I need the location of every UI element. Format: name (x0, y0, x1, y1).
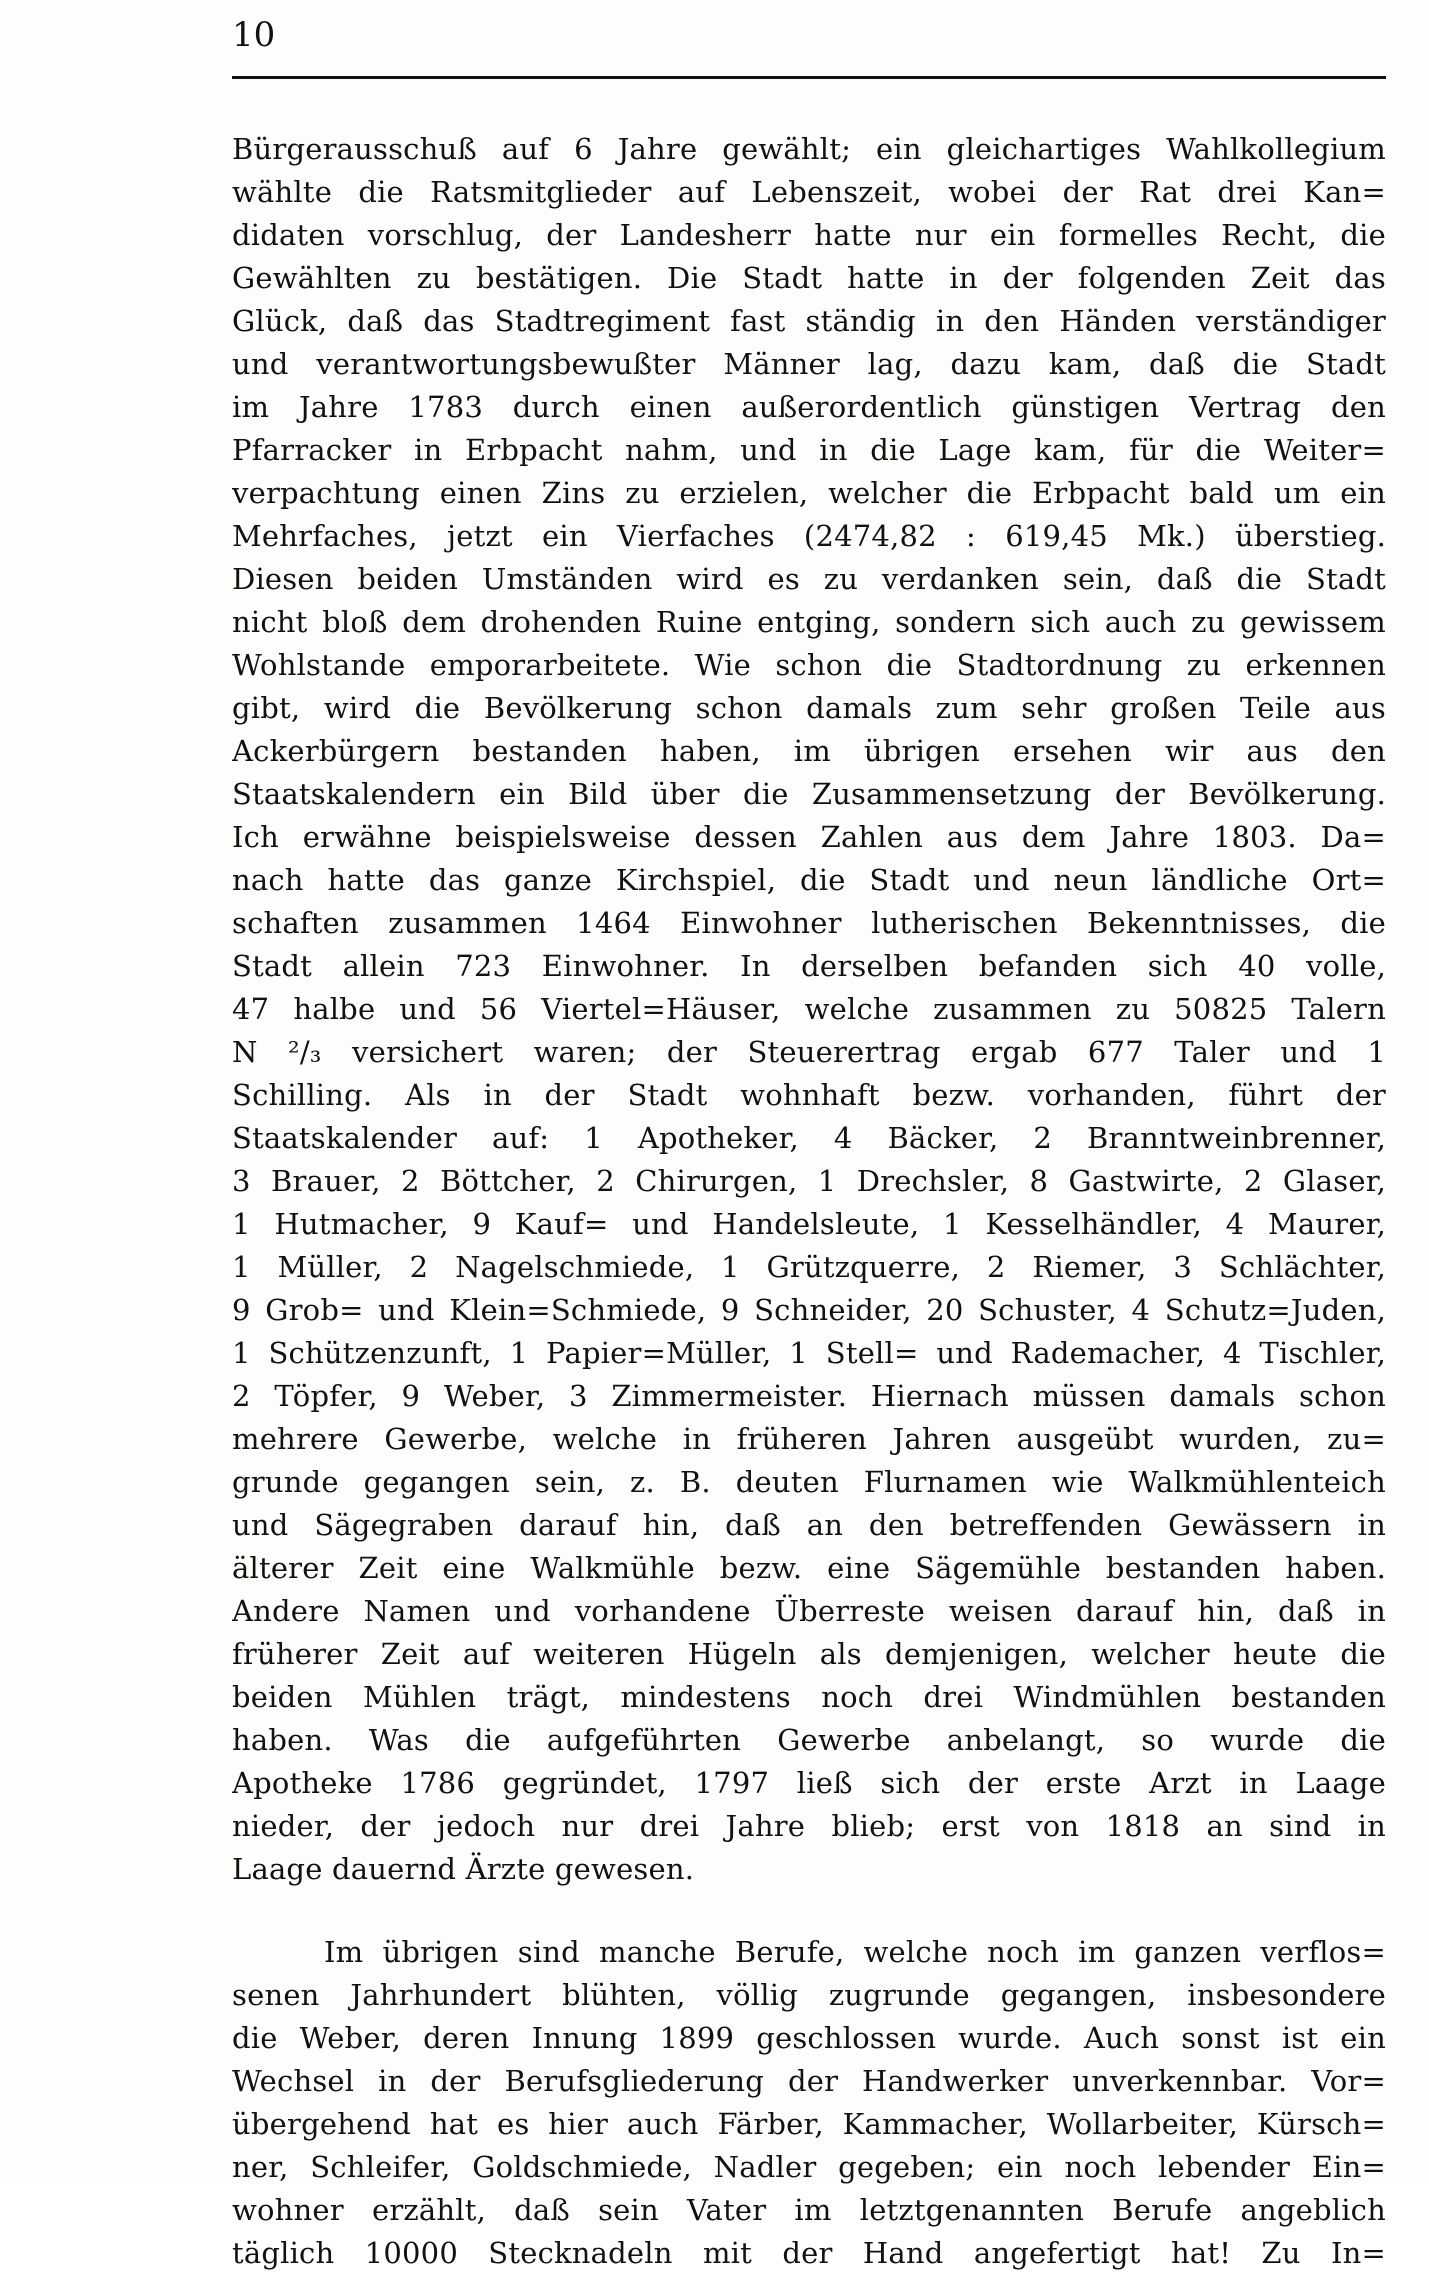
text-line: mehrere Gewerbe, welche in früheren Jahren ausgeübt wurden, zu= (232, 1422, 1386, 1456)
text-line: 9 Grob= und Klein=Schmiede, 9 Schneider, 20 Schuster, 4 Schutz=Juden, (232, 1293, 1386, 1327)
text-line: Gewählten zu bestätigen. Die Stadt hatte in der folgenden Zeit das (232, 261, 1386, 295)
body-text (232, 128, 1386, 2275)
text-line: früherer Zeit auf weiteren Hügeln als demjenigen, welcher heute die (232, 1637, 1386, 1671)
text-line: Wechsel in der Berufsgliederung der Handwerker unverkennbar. Vor= (232, 2064, 1386, 2098)
text-line: Laage dauernd Ärzte gewesen. (232, 1852, 695, 1886)
paragraph-gap (232, 1891, 1386, 1931)
text-line: Apotheke 1786 gegründet, 1797 ließ sich der erste Arzt in Laage (232, 1766, 1386, 1800)
text-line: im Jahre 1783 durch einen außerordentlich günstigen Vertrag den (232, 390, 1386, 424)
text-line: didaten vorschlug, der Landesherr hatte nur ein formelles Recht, die (232, 218, 1386, 252)
text-line: übergehend hat es hier auch Färber, Kammacher, Wollarbeiter, Kürsch= (232, 2107, 1386, 2141)
text-line: N ²/₃ versichert waren; der Steuerertrag ergab 677 Taler und 1 (232, 1035, 1386, 1069)
paragraph-2 (232, 1931, 1386, 2275)
text-line: beiden Mühlen trägt, mindestens noch drei Windmühlen bestanden (232, 1680, 1386, 1714)
text-line: haben. Was die aufgeführten Gewerbe anbelangt, so wurde die (232, 1723, 1386, 1757)
text-line: gibt, wird die Bevölkerung schon damals zum sehr großen Teile aus (232, 691, 1386, 725)
text-line: Diesen beiden Umständen wird es zu verdanken sein, daß die Stadt (232, 562, 1386, 596)
text-line: Andere Namen und vorhandene Überreste weisen darauf hin, daß in (232, 1594, 1386, 1628)
text-line: die Weber, deren Innung 1899 geschlossen wurde. Auch sonst ist ein (232, 2021, 1386, 2055)
text-line: und Sägegraben darauf hin, daß an den betreffenden Gewässern in (232, 1508, 1386, 1542)
text-line: nieder, der jedoch nur drei Jahre blieb; erst von 1818 an sind in (232, 1809, 1386, 1843)
text-line: Staatskalendern ein Bild über die Zusammensetzung der Bevölkerung. (232, 777, 1386, 811)
text-line: 3 Brauer, 2 Böttcher, 2 Chirurgen, 1 Drechsler, 8 Gastwirte, 2 Glaser, (232, 1164, 1386, 1198)
text-line: 47 halbe und 56 Viertel=Häuser, welche zusammen zu 50825 Talern (232, 992, 1386, 1026)
text-line: 1 Müller, 2 Nagelschmiede, 1 Grützquerre, 2 Riemer, 3 Schlächter, (232, 1250, 1386, 1284)
text-line: und verantwortungsbewußter Männer lag, dazu kam, daß die Stadt (232, 347, 1386, 381)
text-line: täglich 10000 Stecknadeln mit der Hand angefertigt hat! Zu In= (232, 2236, 1386, 2270)
text-line: Pfarracker in Erbpacht nahm, und in die Lage kam, für die Weiter= (232, 433, 1386, 467)
text-line: ner, Schleifer, Goldschmiede, Nadler gegeben; ein noch lebender Ein= (232, 2150, 1386, 2184)
text-line: Bürgerausschuß auf 6 Jahre gewählt; ein gleichartiges Wahlkollegium (232, 132, 1386, 166)
header-rule (232, 76, 1386, 79)
text-line: Staatskalender auf: 1 Apotheker, 4 Bäcker, 2 Branntweinbrenner, (232, 1121, 1386, 1155)
text-line: wohner erzählt, daß sein Vater im letztgenannten Berufe angeblich (232, 2193, 1386, 2227)
text-line: Wohlstande emporarbeitete. Wie schon die Stadtordnung zu erkennen (232, 648, 1386, 682)
text-line: 1 Schützenzunft, 1 Papier=Müller, 1 Stell= und Rademacher, 4 Tischler, (232, 1336, 1386, 1370)
text-line: älterer Zeit eine Walkmühle bezw. eine Sägemühle bestanden haben. (232, 1551, 1386, 1585)
paragraph-1 (232, 128, 1386, 1891)
text-line: grunde gegangen sein, z. B. deuten Flurnamen wie Walkmühlenteich (232, 1465, 1386, 1499)
text-line: nicht bloß dem drohenden Ruine entging, sondern sich auch zu gewissem (232, 605, 1386, 639)
page-number: 10 (232, 15, 276, 55)
text-line: wählte die Ratsmitglieder auf Lebenszeit, wobei der Rat drei Kan= (232, 175, 1386, 209)
text-line: Im übrigen sind manche Berufe, welche noch im ganzen verflos= (324, 1935, 1386, 1969)
text-line: Stadt allein 723 Einwohner. In derselben befanden sich 40 volle, (232, 949, 1386, 983)
text-line: senen Jahrhundert blühten, völlig zugrunde gegangen, insbesondere (232, 1978, 1386, 2012)
text-line: 2 Töpfer, 9 Weber, 3 Zimmermeister. Hiernach müssen damals schon (232, 1379, 1386, 1413)
text-line: Glück, daß das Stadtregiment fast ständig in den Händen verständiger (232, 304, 1386, 338)
text-line: 1 Hutmacher, 9 Kauf= und Handelsleute, 1 Kesselhändler, 4 Maurer, (232, 1207, 1386, 1241)
text-line: Ackerbürgern bestanden haben, im übrigen ersehen wir aus den (232, 734, 1386, 768)
text-line: nach hatte das ganze Kirchspiel, die Stadt und neun ländliche Ort= (232, 863, 1386, 897)
text-line: schaften zusammen 1464 Einwohner lutherischen Bekenntnisses, die (232, 906, 1386, 940)
text-line: Schilling. Als in der Stadt wohnhaft bezw. vorhanden, führt der (232, 1078, 1386, 1112)
text-line: verpachtung einen Zins zu erzielen, welcher die Erbpacht bald um ein (232, 476, 1386, 510)
text-line: Ich erwähne beispielsweise dessen Zahlen aus dem Jahre 1803. Da= (232, 820, 1386, 854)
text-line: Mehrfaches, jetzt ein Vierfaches (2474,82 : 619,45 Mk.) überstieg. (232, 519, 1386, 553)
